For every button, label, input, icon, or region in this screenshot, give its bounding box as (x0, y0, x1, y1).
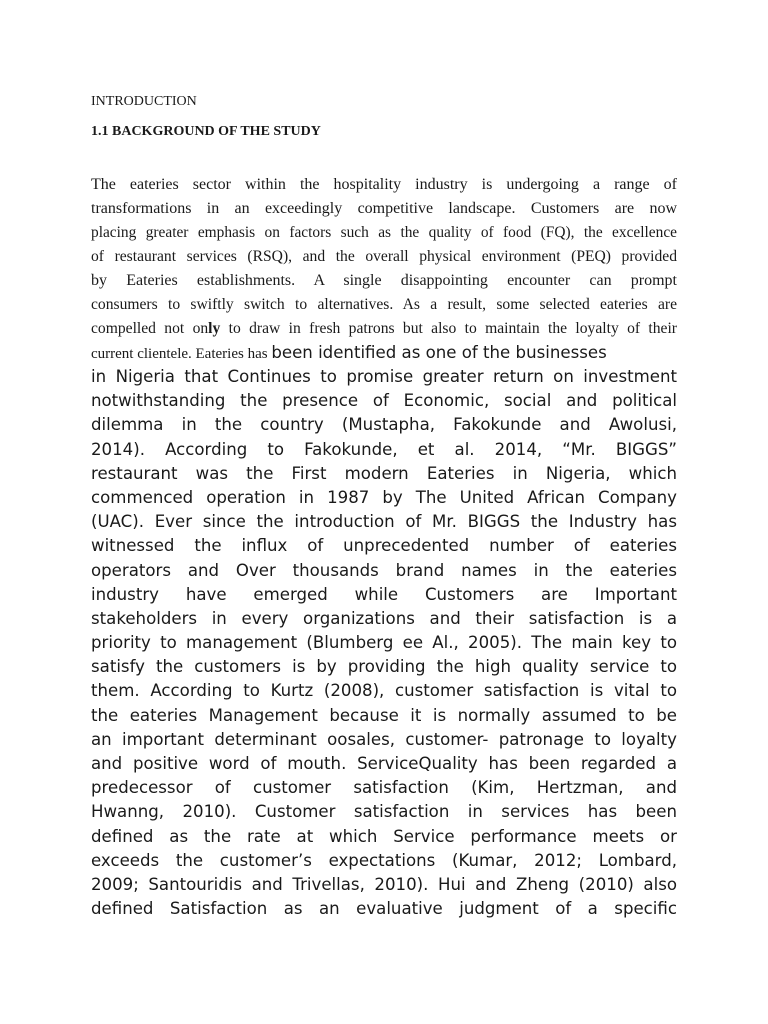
text-line: 2014). According to Fakokunde, et al. 2014, “Mr. BIGGS” (91, 439, 677, 459)
text-line: dilemma in the country (Mustapha, Fakokunde and Awolusi, (91, 415, 677, 435)
body-paragraph (91, 173, 677, 921)
text-line: notwithstanding the presence of Economic, social and political (91, 391, 677, 411)
text-line: witnessed the influx of unprecedented number of eateries (91, 536, 677, 556)
text-line: placing greater emphasis on factors such as the quality of food (FQ), the excellence (91, 224, 677, 241)
text-line: transformations in an exceedingly competitive landscape. Customers are now (91, 200, 677, 217)
section-title: 1.1 BACKGROUND OF THE STUDY (91, 124, 321, 139)
text-line: restaurant was the First modern Eateries in Nigeria, which (91, 463, 677, 483)
page-heading: INTRODUCTION (91, 94, 197, 109)
text-line: The eateries sector within the hospitality industry is undergoing a range of (91, 176, 677, 193)
text-line: consumers to swiftly switch to alternatives. As a result, some selected eateries are (91, 296, 677, 313)
text-line: an important determinant oosales, customer- patronage to loyalty (91, 729, 677, 749)
text-line (91, 341, 677, 365)
text-line: defined Satisfaction as an evaluative judgment of a specific (91, 899, 677, 919)
text-line: the eateries Management because it is normally assumed to be (91, 705, 677, 725)
text-line: of restaurant services (RSQ), and the overall physical environment (PEQ) provided (91, 248, 677, 265)
text-line (91, 317, 677, 341)
text-fragment: compelled not on (91, 320, 209, 337)
text-line: predecessor of customer satisfaction (Kim, Hertzman, and (91, 778, 677, 798)
serif-fragment: current clientele. Eateries has (91, 346, 272, 362)
text-line: and positive word of mouth. ServiceQuality has been regarded a (91, 754, 677, 773)
text-line: in Nigeria that Continues to promise greater return on investment (91, 367, 677, 386)
text-fragment: to draw in fresh patrons but also to maintain the loyalty of their (220, 320, 678, 337)
text-line: defined as the rate at which Service performance meets or (91, 826, 677, 846)
text-line: operators and Over thousands brand names in the eateries (91, 560, 677, 580)
text-line: (UAC). Ever since the introduction of Mr. BIGGS the Industry has (91, 512, 677, 532)
bold-fragment: ly (208, 320, 221, 337)
document-page (91, 0, 677, 1024)
sans-fragment: been identified as one of the businesses (271, 343, 607, 362)
text-line: priority to management (Blumberg ee Al., 2005). The main key to (91, 633, 677, 653)
text-line: Hwanng, 2010). Customer satisfaction in services has been (91, 802, 677, 822)
text-line: by Eateries establishments. A single disappointing encounter can prompt (91, 272, 677, 289)
text-line: them. According to Kurtz (2008), customer satisfaction is vital to (91, 681, 677, 701)
text-line: commenced operation in 1987 by The United African Company (91, 487, 677, 507)
text-line: stakeholders in every organizations and their satisfaction is a (91, 608, 677, 628)
text-line: industry have emerged while Customers are Important (91, 584, 677, 604)
text-line: satisfy the customers is by providing the high quality service to (91, 657, 677, 677)
text-line: exceeds the customer’s expectations (Kumar, 2012; Lombard, (91, 850, 677, 870)
text-line: 2009; Santouridis and Trivellas, 2010). Hui and Zheng (2010) also (91, 874, 677, 894)
